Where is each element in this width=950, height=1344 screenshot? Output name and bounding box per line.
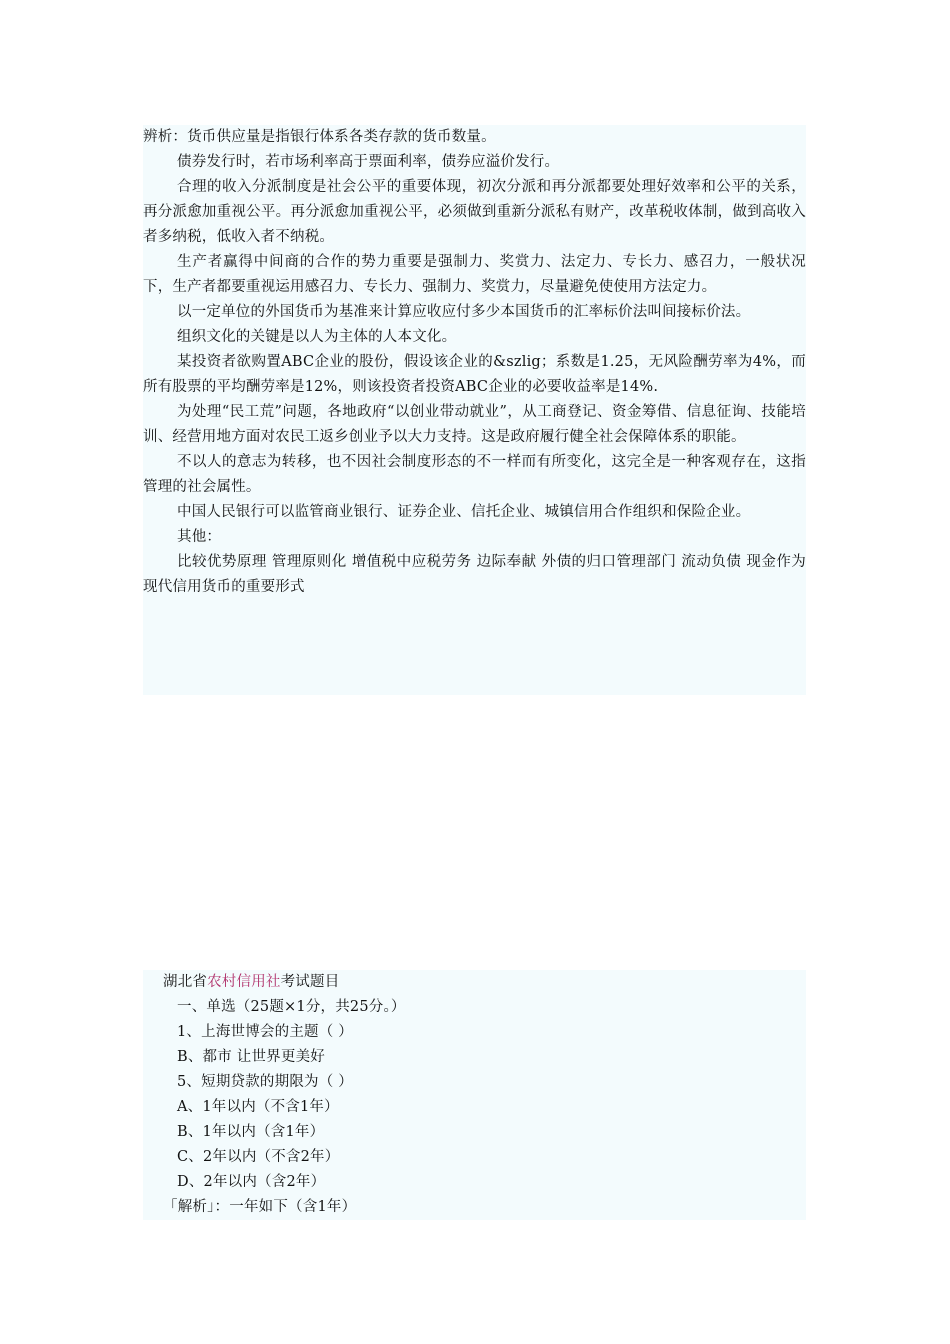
exam-line-option-c: C、2年以内（不含2年） (177, 1149, 340, 1165)
paragraph-others-heading: 其他： (177, 529, 222, 545)
paragraph-management-attribute: 不以人的意志为转移，也不因社会制度形态的不一样而有所变化，这完全是一种客观存在，这指管理的社会属性。 (143, 454, 806, 495)
paragraph-exchange-rate: 以一定单位的外国货币为基准来计算应收应付多少本国货币的汇率标价法叫间接标价法。 (177, 304, 751, 320)
exam-title-suffix: 考试题目 (280, 974, 340, 990)
exam-line-option-a: A、1年以内（不含1年） (177, 1099, 339, 1115)
paragraph-bond: 债券发行时，若市场利率高于票面利率，债券应溢价发行。 (177, 154, 560, 170)
content-block-1 (143, 125, 806, 695)
content-block-2 (143, 970, 806, 1220)
exam-line-section-heading: 一、单选（25题×1分，共25分。） (177, 999, 406, 1015)
paragraph-producer-power: 生产者赢得中间商的合作的势力重要是强制力、奖赏力、法定力、专长力、感召力，一般状况下，生产者都要重视运用感召力、专长力、强制力、奖赏力，尽量避免使使用方法定力。 (143, 254, 806, 295)
exam-title-prefix: 湖北省 (163, 974, 208, 990)
paragraph-migrant-workers: 为处理“民工荒”问题，各地政府“以创业带动就业”，从工商登记、资金筹借、信息征询、技能培训、经营用地方面对农民工返乡创业予以大力支持。这是政府履行健全社会保障体系的职能。 (143, 404, 806, 445)
exam-line-option-d: D、2年以内（含2年） (177, 1174, 326, 1190)
exam-title (143, 970, 806, 995)
paragraph-analysis: 辨析：货币供应量是指银行体系各类存款的货币数量。 (143, 129, 496, 145)
exam-line-question-5: 5、短期贷款的期限为（ ） (177, 1074, 353, 1090)
paragraph-income-distribution: 合理的收入分派制度是社会公平的重要体现，初次分派和再分派都要处理好效率和公平的关系，再分派愈加重视公平。再分派愈加重视公平，必须做到重新分派私有财产，改革税收体制，做到高收入者多纳税，低收入者不纳税。 (143, 179, 806, 245)
paragraph-others-list: 比较优势原理 管理原则化 增值税中应税劳务 边际奉献 外债的归口管理部门 流动负债 现金作为现代信用货币的重要形式 (143, 554, 806, 595)
paragraph-org-culture: 组织文化的关键是以人为主体的人本文化。 (177, 329, 457, 345)
exam-line-question-1: 1、上海世博会的主题（ ） (177, 1024, 353, 1040)
paragraph-central-bank: 中国人民银行可以监管商业银行、证券企业、信托企业、城镇信用合作组织和保险企业。 (177, 504, 751, 520)
paragraph-investment: 某投资者欲购置ABC企业的股份，假设该企业的&szlig；系数是1.25，无风险酬劳率为4%，而所有股票的平均酬劳率是12%，则该投资者投资ABC企业的必要收益率是14%. (143, 354, 806, 395)
exam-line-analysis: 「解析」：一年如下（含1年） (163, 1199, 357, 1215)
exam-line-answer-1: B、都市 让世界更美好 (177, 1049, 325, 1065)
exam-title-link[interactable]: 农村信用社 (207, 974, 281, 990)
exam-line-option-b: B、1年以内（含1年） (177, 1124, 325, 1140)
